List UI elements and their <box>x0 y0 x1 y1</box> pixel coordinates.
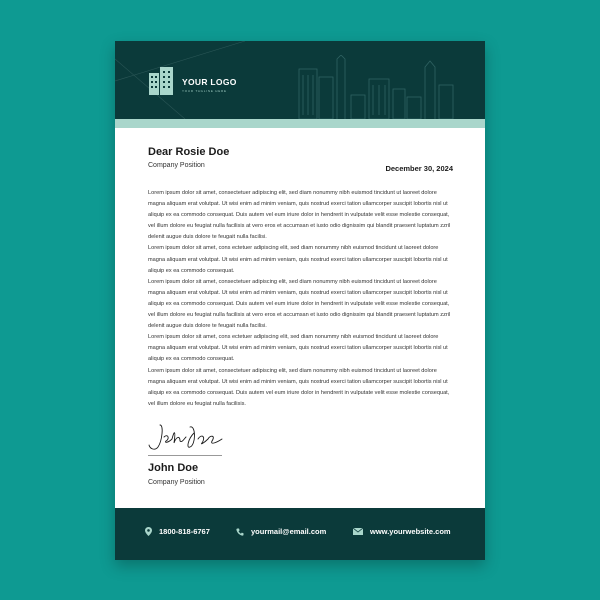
footer-phone <box>145 527 210 536</box>
body-paragraph: Lorem ipsum dolor sit amet, consectetuer adipiscing elit, sed diam nonummy nibh euismod tincidunt ut laoreet dolore magna aliquam erat volutpat. Ut wisi enim ad minim veniam, quis nostrud exerci tation ullamcorper suscipit lobortis nisl ut aliquip ex ea commodo consequat. Duis autem vel eum iriure dolor in hendrerit in vulputate velit esse molestie consequat, vel illum dolore eu feugiat nulla facilisis. <box>148 367 450 407</box>
sender-name: John Doe <box>148 462 199 474</box>
letterhead-footer <box>115 508 485 560</box>
city-skyline-graphic <box>295 55 455 119</box>
phone-number: 1800-818-6767 <box>159 527 210 536</box>
letter-body <box>148 188 454 410</box>
logo-text: YOUR LOGO <box>182 77 237 87</box>
website-url: www.yourwebsite.com <box>370 527 451 536</box>
body-paragraph: Lorem ipsum dolor sit amet, cons ectetuer adipiscing elit, sed diam nonummy nibh euismod tincidunt ut laoreet dolore magna aliquam erat volutpat. Ut wisi enim ad minim veniam, quis nostrud exerci tation ullamcorper suscipit lobortis nisl ut aliquip ex ea commodo consequat. <box>148 334 448 363</box>
body-paragraph: Lorem ipsum dolor sit amet, consectetuer adipiscing elit, sed diam nonummy nibh euismod tincidunt ut laoreet dolore magna aliquam erat volutpat. Ut wisi enim ad minim veniam, quis nostrud exerci tation ullamcorper suscipit lobortis nisl ut aliquip ex ea commodo consequat. Duis autem vel eum iriure dolor in hendrerit in vulputate velit esse molestie consequat, vel illum dolore eu feugiat nulla facilisis at vero eros et accumsan et iusto odio dignissim qui blandit praesent luptatum zzril delenit augue duis dolore te feugait nulla facilisi. <box>148 278 451 330</box>
recipient-position: Company Position <box>148 162 205 169</box>
body-paragraph: Lorem ipsum dolor sit amet, cons ectetuer adipiscing elit, sed diam nonummy nibh euismod tincidunt ut laoreet dolore magna aliquam erat volutpat. Ut wisi enim ad minim veniam, quis nostrud exerci tation ullamcorper suscipit lobortis nisl ut aliquip ex ea commodo consequat. <box>148 245 448 274</box>
logo-tagline: YOUR TAGLINE HERE <box>182 89 227 93</box>
sender-position: Company Position <box>148 479 205 486</box>
recipient-name: Dear Rosie Doe <box>148 146 230 158</box>
letter-date: December 30, 2024 <box>385 164 453 173</box>
signature-line <box>148 455 222 456</box>
header-accent-band <box>115 119 485 128</box>
letterhead-page <box>115 41 485 560</box>
email-address: yourmail@email.com <box>251 527 327 536</box>
letterhead-header <box>115 41 485 119</box>
phone-icon <box>236 528 244 536</box>
location-pin-icon <box>145 527 152 536</box>
body-paragraph: Lorem ipsum dolor sit amet, consectetuer adipiscing elit, sed diam nonummy nibh euismod tincidunt ut laoreet dolore magna aliquam erat volutpat. Ut wisi enim ad minim veniam, quis nostrud exerci tation ullamcorper suscipit lobortis nisl ut aliquip ex ea commodo consequat. Duis autem vel eum iriure dolor in hendrerit in vulputate velit esse molestie consequat, vel illum dolore eu feugiat nulla facilisis at vero eros et accumsan et iusto odio dignissim qui blandit praesent luptatum zzril delenit augue duis dolore te feugait nulla facilisi. <box>148 190 451 241</box>
envelope-icon <box>353 528 363 535</box>
footer-email <box>236 527 326 536</box>
footer-website <box>353 527 451 536</box>
handwritten-signature <box>146 421 226 455</box>
building-logo-icon <box>148 65 174 95</box>
